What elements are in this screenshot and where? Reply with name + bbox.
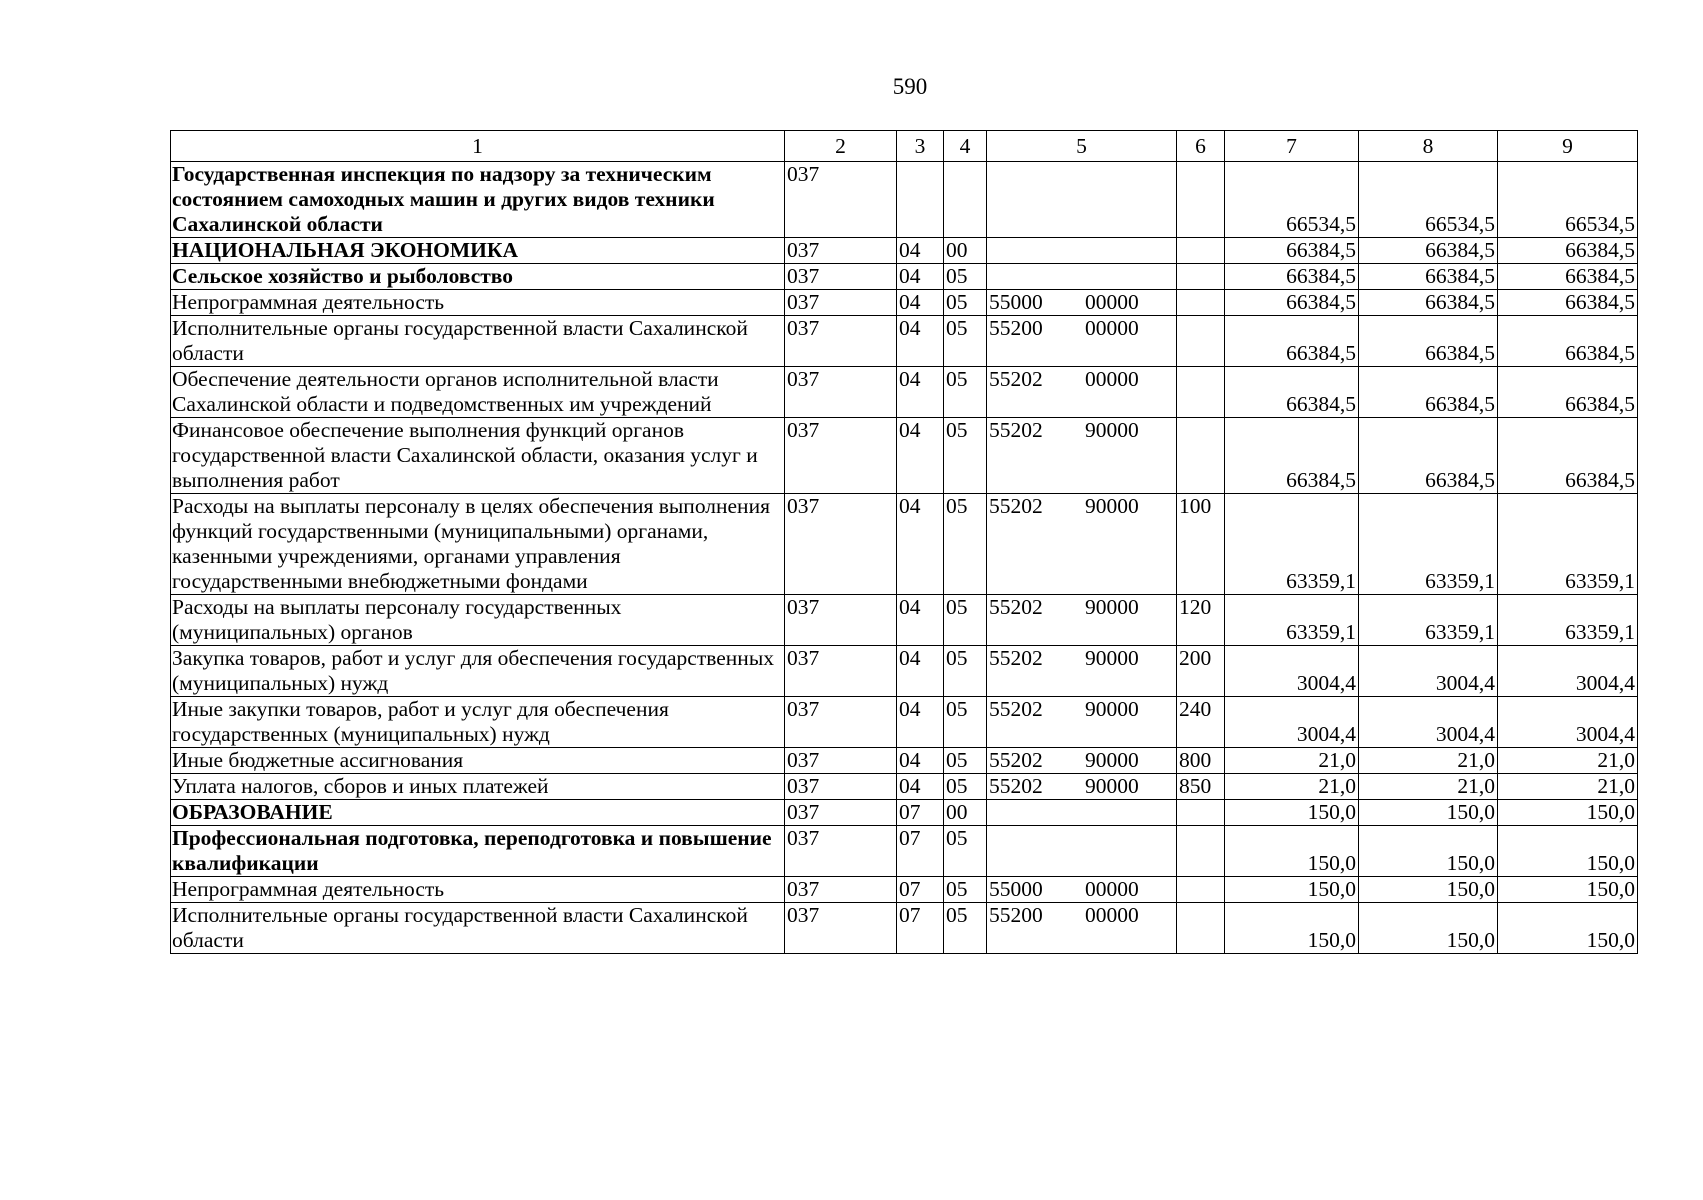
header-row [171,131,1638,162]
code-subsection-cell: 05 [944,646,987,697]
row-name-cell: Профессиональная подготовка, переподготовка и повышение квалификации [171,826,785,877]
target-article-direction-code: 00000 [1085,316,1139,340]
target-article-direction-code: 00000 [1085,367,1139,391]
row-name-cell: Исполнительные органы государственной власти Сахалинской области [171,903,785,954]
amount-col-9-cell: 3004,4 [1498,697,1638,748]
code-section-cell: 07 [897,903,944,954]
table-row [171,774,1638,800]
amount-col-7-cell: 3004,4 [1225,646,1359,697]
amount-col-7-cell: 66384,5 [1225,367,1359,418]
amount-col-9-cell: 63359,1 [1498,595,1638,646]
amount-col-7-cell: 66384,5 [1225,316,1359,367]
amount-col-9-cell: 150,0 [1498,877,1638,903]
code-section-cell: 04 [897,646,944,697]
code-target-article-cell [987,162,1177,238]
table-row [171,367,1638,418]
table-row [171,418,1638,494]
code-section-cell: 04 [897,264,944,290]
amount-col-7-cell: 66534,5 [1225,162,1359,238]
code-admin-cell: 037 [785,595,897,646]
code-target-article-cell [987,264,1177,290]
code-target-article-cell [987,826,1177,877]
code-target-article-cell [987,290,1177,316]
row-name-cell: Финансовое обеспечение выполнения функций органов государственной власти Сахалинской области, оказания услуг и выполнения работ [171,418,785,494]
code-subsection-cell: 05 [944,903,987,954]
amount-col-7-cell: 63359,1 [1225,494,1359,595]
amount-col-8-cell: 66384,5 [1359,418,1498,494]
code-admin-cell: 037 [785,418,897,494]
amount-col-7-cell: 3004,4 [1225,697,1359,748]
amount-col-9-cell: 150,0 [1498,800,1638,826]
target-article-program-code: 55202 [989,697,1043,721]
code-admin-cell: 037 [785,494,897,595]
code-expense-type-cell [1177,162,1225,238]
amount-col-8-cell: 66384,5 [1359,238,1498,264]
row-name-cell: Непрограммная деятельность [171,877,785,903]
code-expense-type-cell [1177,826,1225,877]
code-subsection-cell: 05 [944,697,987,748]
code-admin-cell: 037 [785,877,897,903]
target-article-direction-code: 00000 [1085,877,1139,901]
code-subsection-cell [944,162,987,238]
code-admin-cell: 037 [785,367,897,418]
code-expense-type-cell [1177,877,1225,903]
amount-col-9-cell: 66384,5 [1498,367,1638,418]
table-row [171,646,1638,697]
row-name-cell: Иные бюджетные ассигнования [171,748,785,774]
row-name-cell: НАЦИОНАЛЬНАЯ ЭКОНОМИКА [171,238,785,264]
target-article-direction-code: 90000 [1085,418,1139,442]
code-section-cell: 07 [897,877,944,903]
code-section-cell: 04 [897,595,944,646]
target-article-program-code: 55200 [989,903,1043,927]
amount-col-9-cell: 150,0 [1498,826,1638,877]
code-section-cell: 07 [897,826,944,877]
target-article-direction-code: 90000 [1085,494,1139,518]
code-admin-cell: 037 [785,903,897,954]
code-subsection-cell: 05 [944,290,987,316]
code-subsection-cell: 05 [944,826,987,877]
row-name-cell: Расходы на выплаты персоналу государственных (муниципальных) органов [171,595,785,646]
code-admin-cell: 037 [785,238,897,264]
target-article-program-code: 55000 [989,290,1043,314]
code-admin-cell: 037 [785,800,897,826]
code-target-article-cell [987,877,1177,903]
amount-col-9-cell: 63359,1 [1498,494,1638,595]
code-subsection-cell: 00 [944,238,987,264]
amount-col-8-cell: 150,0 [1359,826,1498,877]
code-admin-cell: 037 [785,162,897,238]
header-col-6: 6 [1177,131,1225,162]
code-section-cell: 04 [897,367,944,418]
code-admin-cell: 037 [785,290,897,316]
code-section-cell: 04 [897,774,944,800]
code-section-cell [897,162,944,238]
row-name-cell: Исполнительные органы государственной власти Сахалинской области [171,316,785,367]
header-col-1: 1 [171,131,785,162]
code-admin-cell: 037 [785,264,897,290]
target-article-direction-code: 90000 [1085,697,1139,721]
amount-col-8-cell: 63359,1 [1359,494,1498,595]
header-col-2: 2 [785,131,897,162]
row-name-cell: Расходы на выплаты персоналу в целях обеспечения выполнения функций государственными (муниципальными) органами, казенными учреждениями, органами управления государственными внебюджетными фондами [171,494,785,595]
amount-col-9-cell: 66384,5 [1498,238,1638,264]
code-expense-type-cell [1177,800,1225,826]
code-section-cell: 04 [897,494,944,595]
amount-col-9-cell: 21,0 [1498,748,1638,774]
row-name-cell: Непрограммная деятельность [171,290,785,316]
row-name-cell: Сельское хозяйство и рыболовство [171,264,785,290]
table-row [171,238,1638,264]
code-subsection-cell: 00 [944,800,987,826]
header-col-9: 9 [1498,131,1638,162]
amount-col-9-cell: 66384,5 [1498,264,1638,290]
amount-col-7-cell: 66384,5 [1225,290,1359,316]
target-article-direction-code: 00000 [1085,290,1139,314]
code-admin-cell: 037 [785,697,897,748]
amount-col-9-cell: 21,0 [1498,774,1638,800]
code-expense-type-cell: 100 [1177,494,1225,595]
budget-table [170,130,1638,954]
code-target-article-cell [987,494,1177,595]
target-article-program-code: 55202 [989,774,1043,798]
row-name-cell: Обеспечение деятельности органов исполнительной власти Сахалинской области и подведомственных им учреждений [171,367,785,418]
code-section-cell: 04 [897,316,944,367]
target-article-program-code: 55202 [989,494,1043,518]
code-section-cell: 04 [897,418,944,494]
header-col-4: 4 [944,131,987,162]
amount-col-8-cell: 66534,5 [1359,162,1498,238]
target-article-direction-code: 90000 [1085,595,1139,619]
code-subsection-cell: 05 [944,264,987,290]
code-admin-cell: 037 [785,748,897,774]
amount-col-9-cell: 3004,4 [1498,646,1638,697]
code-subsection-cell: 05 [944,367,987,418]
target-article-direction-code: 90000 [1085,774,1139,798]
code-expense-type-cell: 120 [1177,595,1225,646]
amount-col-8-cell: 66384,5 [1359,316,1498,367]
code-admin-cell: 037 [785,646,897,697]
amount-col-8-cell: 66384,5 [1359,290,1498,316]
table-row [171,748,1638,774]
code-admin-cell: 037 [785,774,897,800]
code-section-cell: 04 [897,238,944,264]
code-subsection-cell: 05 [944,494,987,595]
target-article-program-code: 55202 [989,748,1043,772]
target-article-program-code: 55202 [989,367,1043,391]
target-article-program-code: 55000 [989,877,1043,901]
code-expense-type-cell: 240 [1177,697,1225,748]
code-target-article-cell [987,367,1177,418]
table-row [171,595,1638,646]
code-expense-type-cell [1177,316,1225,367]
amount-col-9-cell: 66384,5 [1498,418,1638,494]
code-target-article-cell [987,646,1177,697]
page-number: 590 [892,74,928,99]
amount-col-7-cell: 21,0 [1225,774,1359,800]
code-section-cell: 04 [897,748,944,774]
code-expense-type-cell: 800 [1177,748,1225,774]
table-row [171,826,1638,877]
table-row [171,877,1638,903]
code-subsection-cell: 05 [944,595,987,646]
row-name-cell: Уплата налогов, сборов и иных платежей [171,774,785,800]
amount-col-7-cell: 150,0 [1225,903,1359,954]
target-article-program-code: 55202 [989,646,1043,670]
target-article-program-code: 55202 [989,418,1043,442]
amount-col-7-cell: 150,0 [1225,826,1359,877]
target-article-program-code: 55200 [989,316,1043,340]
code-expense-type-cell [1177,238,1225,264]
amount-col-8-cell: 3004,4 [1359,697,1498,748]
table-row [171,162,1638,238]
table-row [171,316,1638,367]
amount-col-7-cell: 63359,1 [1225,595,1359,646]
code-admin-cell: 037 [785,316,897,367]
table-row [171,697,1638,748]
table-row [171,264,1638,290]
code-section-cell: 04 [897,697,944,748]
code-subsection-cell: 05 [944,748,987,774]
table-row [171,494,1638,595]
amount-col-8-cell: 150,0 [1359,800,1498,826]
amount-col-8-cell: 21,0 [1359,748,1498,774]
table-row [171,290,1638,316]
code-admin-cell: 037 [785,826,897,877]
row-name-cell: Иные закупки товаров, работ и услуг для обеспечения государственных (муниципальных) нужд [171,697,785,748]
code-target-article-cell [987,697,1177,748]
code-target-article-cell [987,418,1177,494]
code-subsection-cell: 05 [944,877,987,903]
code-expense-type-cell: 200 [1177,646,1225,697]
code-target-article-cell [987,903,1177,954]
amount-col-8-cell: 63359,1 [1359,595,1498,646]
target-article-program-code: 55202 [989,595,1043,619]
amount-col-8-cell: 150,0 [1359,877,1498,903]
row-name-cell: ОБРАЗОВАНИЕ [171,800,785,826]
code-expense-type-cell [1177,903,1225,954]
table-row [171,800,1638,826]
target-article-direction-code: 00000 [1085,903,1139,927]
row-name-cell: Закупка товаров, работ и услуг для обеспечения государственных (муниципальных) нужд [171,646,785,697]
header-col-7: 7 [1225,131,1359,162]
row-name-cell: Государственная инспекция по надзору за техническим состоянием самоходных машин и других видов техники Сахалинской области [171,162,785,238]
code-target-article-cell [987,595,1177,646]
code-target-article-cell [987,774,1177,800]
code-target-article-cell [987,316,1177,367]
amount-col-8-cell: 66384,5 [1359,264,1498,290]
code-section-cell: 07 [897,800,944,826]
code-expense-type-cell [1177,264,1225,290]
amount-col-9-cell: 150,0 [1498,903,1638,954]
code-expense-type-cell [1177,367,1225,418]
amount-col-8-cell: 3004,4 [1359,646,1498,697]
code-expense-type-cell [1177,418,1225,494]
amount-col-7-cell: 21,0 [1225,748,1359,774]
target-article-direction-code: 90000 [1085,646,1139,670]
header-col-8: 8 [1359,131,1498,162]
code-expense-type-cell [1177,290,1225,316]
amount-col-7-cell: 66384,5 [1225,418,1359,494]
code-target-article-cell [987,800,1177,826]
code-section-cell: 04 [897,290,944,316]
code-subsection-cell: 05 [944,316,987,367]
table-body [171,162,1638,954]
amount-col-8-cell: 21,0 [1359,774,1498,800]
amount-col-7-cell: 66384,5 [1225,238,1359,264]
code-expense-type-cell: 850 [1177,774,1225,800]
amount-col-9-cell: 66384,5 [1498,316,1638,367]
amount-col-7-cell: 66384,5 [1225,264,1359,290]
amount-col-9-cell: 66534,5 [1498,162,1638,238]
table-row [171,903,1638,954]
code-target-article-cell [987,238,1177,264]
amount-col-9-cell: 66384,5 [1498,290,1638,316]
target-article-direction-code: 90000 [1085,748,1139,772]
amount-col-7-cell: 150,0 [1225,877,1359,903]
code-subsection-cell: 05 [944,774,987,800]
code-target-article-cell [987,748,1177,774]
header-col-3: 3 [897,131,944,162]
amount-col-7-cell: 150,0 [1225,800,1359,826]
code-subsection-cell: 05 [944,418,987,494]
header-col-5: 5 [987,131,1177,162]
amount-col-8-cell: 66384,5 [1359,367,1498,418]
amount-col-8-cell: 150,0 [1359,903,1498,954]
